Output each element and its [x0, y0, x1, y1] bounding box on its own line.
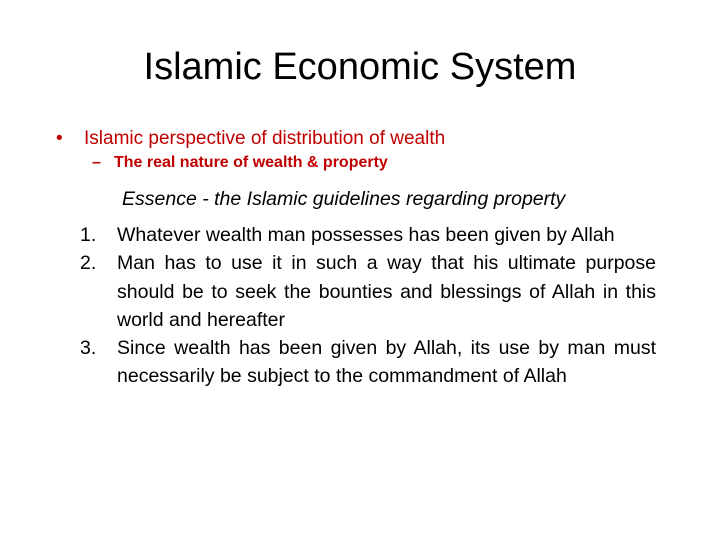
dash-bullet-icon: – [92, 154, 101, 171]
list-item-number: 3. [80, 337, 97, 360]
list-item-text: Since wealth has been given by Allah, its use by man must necessarily be subject to the commandment of Allah [117, 337, 656, 388]
slide-title: Islamic Economic System [143, 46, 577, 88]
sub-bullet-text: The real nature of wealth & property [114, 154, 388, 171]
main-bullet [56, 126, 445, 152]
list-item [80, 249, 656, 334]
list-item-text: Man has to use it in such a way that his ultimate purpose should be to seek the bounties and blessings of Allah in this world and hereafter [117, 252, 656, 331]
sub-bullet [92, 152, 388, 174]
list-item [80, 334, 656, 391]
bullet-dot-icon: • [56, 128, 63, 149]
guideline-list [80, 221, 656, 391]
essence-heading: Essence - the Islamic guidelines regarding property [122, 188, 566, 210]
list-item-text: Whatever wealth man possesses has been given by Allah [117, 224, 615, 246]
main-bullet-text: Islamic perspective of distribution of wealth [84, 128, 446, 149]
list-item-number: 2. [80, 252, 97, 275]
list-item [80, 221, 656, 249]
list-item-number: 1. [80, 224, 97, 246]
